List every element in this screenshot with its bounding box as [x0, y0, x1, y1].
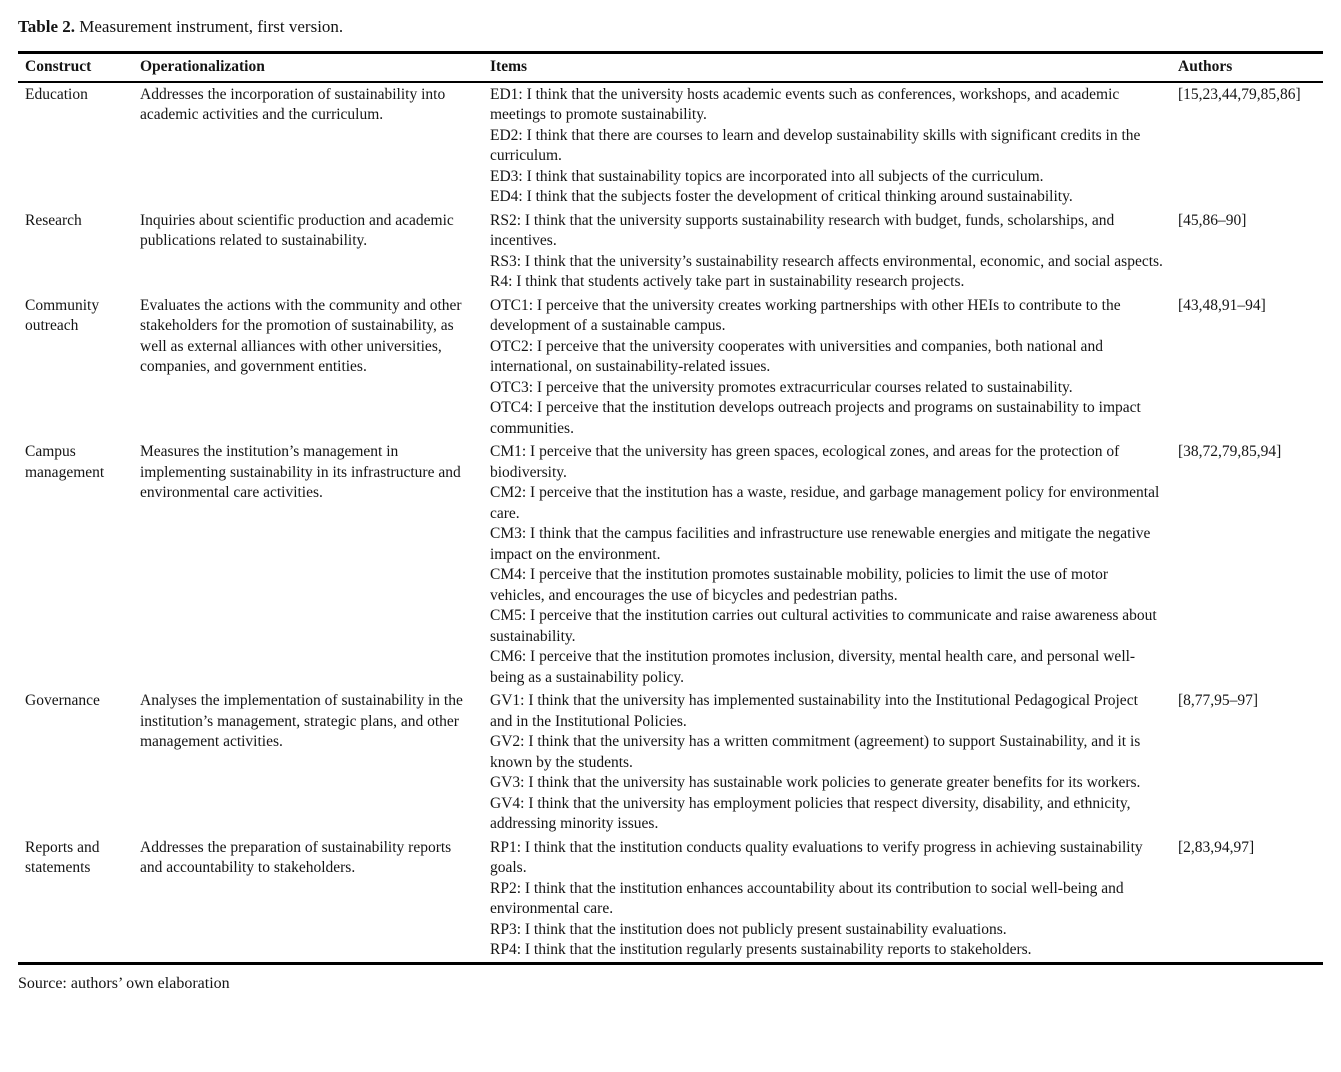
table-title-caption: Measurement instrument, first version. [75, 17, 344, 36]
item-text: OTC4: I perceive that the institution develops outreach projects and programs on sustainability to impact communities. [490, 399, 1141, 437]
item-text: CM3: I think that the campus facilities and infrastructure use renewable energies and mitigate the negative impact on the environment. [490, 525, 1151, 563]
column-header-items: Items [490, 53, 1178, 82]
column-header-operationalization: Operationalization [140, 53, 490, 82]
construct-cell: Campus management [25, 443, 105, 481]
table-row [18, 209, 1323, 294]
item-text: CM6: I perceive that the institution promotes inclusion, diversity, mental health care, and personal well-being as a sustainability policy. [490, 648, 1136, 686]
item-text: GV4: I think that the university has employment policies that respect diversity, disability, and ethnicity, addressing minority issues. [490, 794, 1131, 832]
item-text: RS3: I think that the university’s sustainability research affects environmental, economic, and social aspects. [490, 252, 1163, 270]
authors-cell: [2,83,94,97] [1178, 838, 1255, 856]
items-cell [490, 82, 1178, 209]
item-text: RS2: I think that the university supports sustainability research with budget, funds, scholarships, and incentives. [490, 211, 1115, 249]
item-text: ED4: I think that the subjects foster the development of critical thinking around sustainability. [490, 188, 1073, 205]
authors-cell: [43,48,91–94] [1178, 296, 1266, 314]
construct-cell: Education [25, 85, 88, 103]
item-text: CM4: I perceive that the institution promotes sustainable mobility, policies to limit the use of motor vehicles, and encourages the use of bicycles and pedestrian paths. [490, 566, 1109, 604]
item-text: GV1: I think that the university has implemented sustainability into the Institutional Pedagogical Project and in the Institutional Policies. [490, 692, 1138, 730]
table-row [18, 689, 1323, 836]
table-title [18, 16, 1323, 38]
source-note: Source: authors’ own elaboration [18, 974, 230, 992]
item-text: CM1: I perceive that the university has green spaces, ecological zones, and areas for the protection of biodiversity. [490, 443, 1120, 481]
table-row [18, 440, 1323, 689]
item-text: OTC1: I perceive that the university creates working partnerships with other HEIs to contribute to the development of a sustainable campus. [490, 296, 1121, 334]
items-cell [490, 294, 1178, 441]
column-header-construct: Construct [18, 53, 140, 82]
operationalization-cell: Evaluates the actions with the community and other stakeholders for the promotion of sustainability, as well as external alliances with other universities, companies, and government entities. [140, 296, 462, 375]
table-body [18, 82, 1323, 964]
item-text: ED2: I think that there are courses to learn and develop sustainability skills with significant credits in the curriculum. [490, 126, 1141, 164]
item-text: R4: I think that students actively take part in sustainability research projects. [490, 273, 965, 290]
authors-cell: [8,77,95–97] [1178, 692, 1259, 709]
items-cell [490, 689, 1178, 836]
operationalization-cell: Addresses the preparation of sustainability reports and accountability to stakeholders. [140, 838, 452, 876]
operationalization-cell: Analyses the implementation of sustainability in the institution’s management, strategic plans, and other management activities. [140, 692, 463, 750]
item-text: OTC2: I perceive that the university cooperates with universities and companies, both national and international, on sustainability-related issues. [490, 337, 1103, 375]
authors-cell: [15,23,44,79,85,86] [1178, 85, 1301, 103]
measurement-table [18, 51, 1323, 965]
item-text: ED1: I think that the university hosts academic events such as conferences, workshops, and academic meetings to promote sustainability. [490, 85, 1120, 123]
table-title-label: Table 2. [18, 17, 76, 36]
item-text: RP1: I think that the institution conducts quality evaluations to verify progress in achieving sustainability goals. [490, 838, 1143, 876]
table-row [18, 82, 1323, 209]
items-cell [490, 209, 1178, 294]
table-row [18, 836, 1323, 964]
authors-cell: [45,86–90] [1178, 211, 1247, 229]
operationalization-cell: Inquiries about scientific production and academic publications related to sustainability. [140, 211, 454, 249]
construct-cell: Governance [25, 692, 100, 709]
construct-cell: Community outreach [25, 296, 100, 334]
item-text: RP2: I think that the institution enhances accountability about its contribution to social well-being and environmental care. [490, 879, 1124, 917]
table-row [18, 294, 1323, 441]
authors-cell: [38,72,79,85,94] [1178, 443, 1282, 460]
operationalization-cell: Measures the institution’s management in implementing sustainability in its infrastructure and environmental care activities. [140, 443, 461, 501]
item-text: RP4: I think that the institution regularly presents sustainability reports to stakeholders. [490, 941, 1032, 958]
item-text: OTC3: I perceive that the university promotes extracurricular courses related to sustainability. [490, 378, 1073, 396]
header-row [18, 53, 1323, 82]
item-text: CM5: I perceive that the institution carries out cultural activities to communicate and raise awareness about sustainability. [490, 607, 1157, 645]
item-text: CM2: I perceive that the institution has a waste, residue, and garbage management policy for environmental care. [490, 484, 1160, 522]
construct-cell: Reports and statements [25, 838, 100, 876]
construct-cell: Research [25, 211, 82, 229]
item-text: GV2: I think that the university has a written commitment (agreement) to support Sustainability, and it is known by the students. [490, 733, 1141, 771]
item-text: RP3: I think that the institution does not publicly present sustainability evaluations. [490, 920, 1007, 938]
column-header-authors: Authors [1178, 53, 1323, 82]
item-text: GV3: I think that the university has sustainable work policies to generate greater benefits for its workers. [490, 774, 1141, 791]
operationalization-cell: Addresses the incorporation of sustainability into academic activities and the curriculum. [140, 85, 446, 123]
items-cell [490, 440, 1178, 689]
items-cell [490, 836, 1178, 964]
item-text: ED3: I think that sustainability topics are incorporated into all subjects of the curriculum. [490, 167, 1044, 185]
